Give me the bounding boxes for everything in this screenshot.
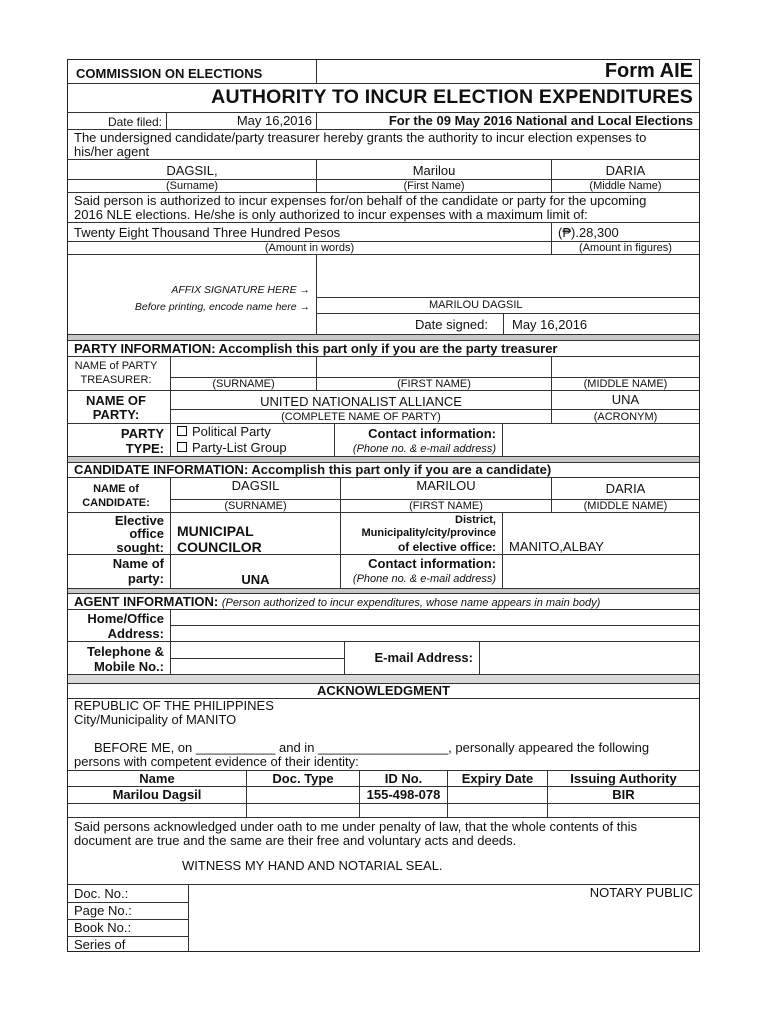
candidate-contact-hint: (Phone no. & e-mail address) [352, 573, 496, 585]
amount-row [68, 223, 699, 255]
grant-text-line2: his/her agent [74, 144, 150, 159]
agent-first-name-label: (First Name) [403, 180, 465, 192]
notary-block [68, 885, 699, 951]
affix-signature-note: AFFIX SIGNATURE HERE → [171, 284, 310, 296]
candidate-party-row [68, 555, 699, 589]
row-issuing-authority: BIR [612, 787, 635, 802]
checkbox-icon [177, 426, 187, 436]
id-table-header [68, 770, 699, 787]
party-type-option-partylist[interactable] [177, 441, 287, 455]
commission-name: COMMISSION ON ELECTIONS [76, 66, 263, 81]
party-name-label-1: NAME OF [86, 393, 146, 408]
amount-in-words-label: (Amount in words) [264, 242, 355, 254]
party-acronym: UNA [611, 392, 640, 407]
col-name: Name [139, 771, 175, 786]
candidate-name-row [68, 478, 699, 513]
candidate-party-value: UNA [241, 572, 270, 587]
district-label-2: Municipality/city/province [361, 527, 496, 539]
email-label: E-mail Address: [374, 650, 473, 665]
party-complete-name-label: (COMPLETE NAME OF PARTY) [281, 411, 441, 423]
book-no-label: Book No.: [74, 920, 132, 935]
candidate-surname: DAGSIL [231, 478, 280, 493]
party-name-label-2: PARTY: [92, 407, 140, 422]
treasurer-middle-name-field[interactable] [551, 357, 699, 390]
party-acronym-label: (ACRONYM) [593, 411, 658, 423]
party-info-heading-row [68, 341, 699, 357]
oath-row [68, 818, 699, 885]
limit-text-line2: 2016 NLE elections. He/she is only authorized to incur expenses with a maximum limit of: [74, 207, 588, 222]
agent-name-row [68, 160, 699, 193]
treasurer-middle-name-label: (MIDDLE NAME) [583, 378, 668, 390]
agent-first-name: Marilou [412, 163, 456, 178]
district-value: MANITO,ALBAY [509, 539, 604, 554]
party-info-heading: PARTY INFORMATION: Accomplish this part only if you are the party treasurer [74, 341, 558, 356]
treasurer-first-name-label: (FIRST NAME) [397, 378, 471, 390]
office-sought-line1: MUNICIPAL [177, 523, 254, 539]
limit-text-row [68, 193, 699, 223]
oath-line1: Said persons acknowledged under oath to me under penalty of law, that the whole contents of this [74, 819, 637, 834]
agent-phone-row [68, 642, 699, 675]
table-row [68, 804, 699, 818]
office-label-3: sought: [116, 540, 164, 554]
treasurer-label-1: NAME of PARTY [74, 360, 158, 372]
form-id: Form AIE [604, 60, 693, 82]
encode-name-note: Before printing, encode name here → [134, 301, 310, 313]
agent-info-heading-bold: AGENT INFORMATION: [74, 594, 219, 609]
date-filed-label: Date filed: [107, 115, 162, 129]
candidate-contact-field[interactable] [502, 555, 699, 588]
row-name: Marilou Dagsil [112, 787, 202, 802]
agent-phone-field[interactable] [170, 642, 344, 674]
office-label-1: Elective [114, 513, 164, 528]
agent-info-heading-note: (Person authorized to incur expenditures, whose name appears in main body) [221, 597, 601, 609]
amount-in-words: Twenty Eight Thousand Three Hundred Pesos [74, 225, 341, 240]
party-type-label-2: TYPE: [125, 441, 164, 456]
agent-email-field[interactable] [479, 642, 699, 674]
candidate-first-name-label: (FIRST NAME) [409, 500, 483, 512]
agent-surname: DAGSIL, [166, 163, 218, 178]
republic-text: REPUBLIC OF THE PHILIPPINES [74, 698, 274, 713]
party-contact-hint: (Phone no. & e-mail address) [352, 443, 496, 455]
election-name: For the 09 May 2016 National and Local Elections [388, 113, 693, 128]
district-label-3: of elective office: [397, 540, 496, 554]
candidate-middle-name-label: (MIDDLE NAME) [583, 500, 668, 512]
agent-middle-name-label: (Middle Name) [589, 180, 662, 192]
title-row [68, 84, 699, 113]
treasurer-surname-label: (SURNAME) [212, 378, 275, 390]
header-row [68, 60, 699, 84]
agent-info-heading [74, 595, 600, 609]
district-label-1: District, [455, 514, 496, 526]
form-aie [67, 59, 700, 952]
acknowledgment-heading-row [68, 684, 699, 699]
candidate-party-label-1: Name of [112, 556, 164, 571]
party-name-row [68, 391, 699, 424]
agent-info-heading-row [68, 594, 699, 610]
grant-text-row [68, 130, 699, 160]
candidate-info-heading: CANDIDATE INFORMATION: Accomplish this part only if you are a candidate) [74, 462, 552, 477]
party-type-row [68, 424, 699, 457]
signature-row [68, 255, 699, 335]
date-filed-row [68, 113, 699, 130]
amount-in-figures-label: (Amount in figures) [579, 242, 672, 254]
page-no-label: Page No.: [74, 903, 132, 918]
treasurer-first-name-field[interactable] [316, 357, 551, 390]
col-issuing-authority: Issuing Authority [570, 771, 677, 786]
candidate-name-label-1: NAME of [93, 483, 139, 495]
notary-signature-area[interactable] [188, 885, 699, 951]
amount-in-figures: (₱).28,300 [558, 225, 619, 240]
city-text: City/Municipality of MANITO [74, 712, 237, 727]
phone-label-2: Mobile No.: [93, 659, 164, 674]
acknowledgment-body [68, 699, 699, 770]
office-sought-line2: COUNCILOR [177, 539, 262, 554]
elective-office-row [68, 513, 699, 555]
series-of-label: Series of [74, 937, 126, 951]
candidate-first-name: MARILOU [416, 478, 476, 493]
candidate-info-heading-row [68, 463, 699, 478]
agent-surname-label: (Surname) [166, 180, 218, 192]
candidate-name-label-2: CANDIDATE: [82, 497, 150, 509]
before-me-text: BEFORE ME, on ___________ and in __________________, personally appeared the following [94, 740, 650, 755]
col-expiry-date: Expiry Date [461, 771, 534, 786]
office-label-2: office [129, 526, 164, 541]
party-type-label-1: PARTY [120, 426, 164, 441]
col-doc-type: Doc. Type [272, 771, 334, 786]
party-type-option-political[interactable] [177, 425, 271, 439]
form-title: AUTHORITY TO INCUR ELECTION EXPENDITURES [211, 86, 693, 108]
date-signed-value: May 16,2016 [512, 317, 588, 332]
political-party-label: Political Party [192, 424, 271, 439]
candidate-contact-label: Contact information: [368, 556, 496, 571]
agent-middle-name: DARIA [605, 163, 646, 178]
limit-text-line1: Said person is authorized to incur expenses for/on behalf of the candidate or party for the upcoming [74, 193, 647, 208]
table-row [68, 787, 699, 804]
grant-text-line1: The undersigned candidate/party treasurer hereby grants the authority to incur election expenses to [74, 130, 647, 145]
address-label-2: Address: [107, 626, 164, 641]
row-id-no: 155-498-078 [366, 787, 441, 802]
acknowledgment-heading: ACKNOWLEDGMENT [317, 683, 450, 698]
signer-name: MARILOU DAGSIL [429, 299, 523, 311]
notary-public-label: NOTARY PUBLIC [589, 885, 693, 900]
party-list-label: Party-List Group [192, 440, 287, 455]
candidate-party-label-2: party: [127, 571, 164, 586]
agent-address-row [68, 610, 699, 642]
oath-line2: document are true and the same are their free and voluntary acts and deeds. [74, 833, 517, 848]
party-contact-field[interactable] [502, 424, 699, 456]
checkbox-icon [177, 442, 187, 452]
party-treasurer-row [68, 357, 699, 391]
signature-box[interactable] [316, 255, 699, 334]
party-complete-name: UNITED NATIONALIST ALLIANCE [260, 394, 462, 409]
phone-label-1: Telephone & [86, 644, 164, 659]
candidate-surname-label: (SURNAME) [224, 500, 287, 512]
agent-address-field[interactable] [170, 610, 699, 641]
address-label-1: Home/Office [87, 611, 164, 626]
treasurer-surname-field[interactable] [170, 357, 316, 390]
party-contact-label: Contact information: [368, 426, 496, 441]
date-filed-value: May 16,2016 [236, 113, 312, 128]
doc-no-label: Doc. No.: [74, 886, 129, 901]
treasurer-label-2: TREASURER: [80, 374, 152, 386]
date-signed-label: Date signed: [415, 317, 488, 332]
witness-text: WITNESS MY HAND AND NOTARIAL SEAL. [182, 858, 443, 873]
col-id-no: ID No. [384, 771, 423, 786]
persons-text: persons with competent evidence of their identity: [74, 754, 359, 769]
candidate-middle-name: DARIA [605, 481, 646, 496]
